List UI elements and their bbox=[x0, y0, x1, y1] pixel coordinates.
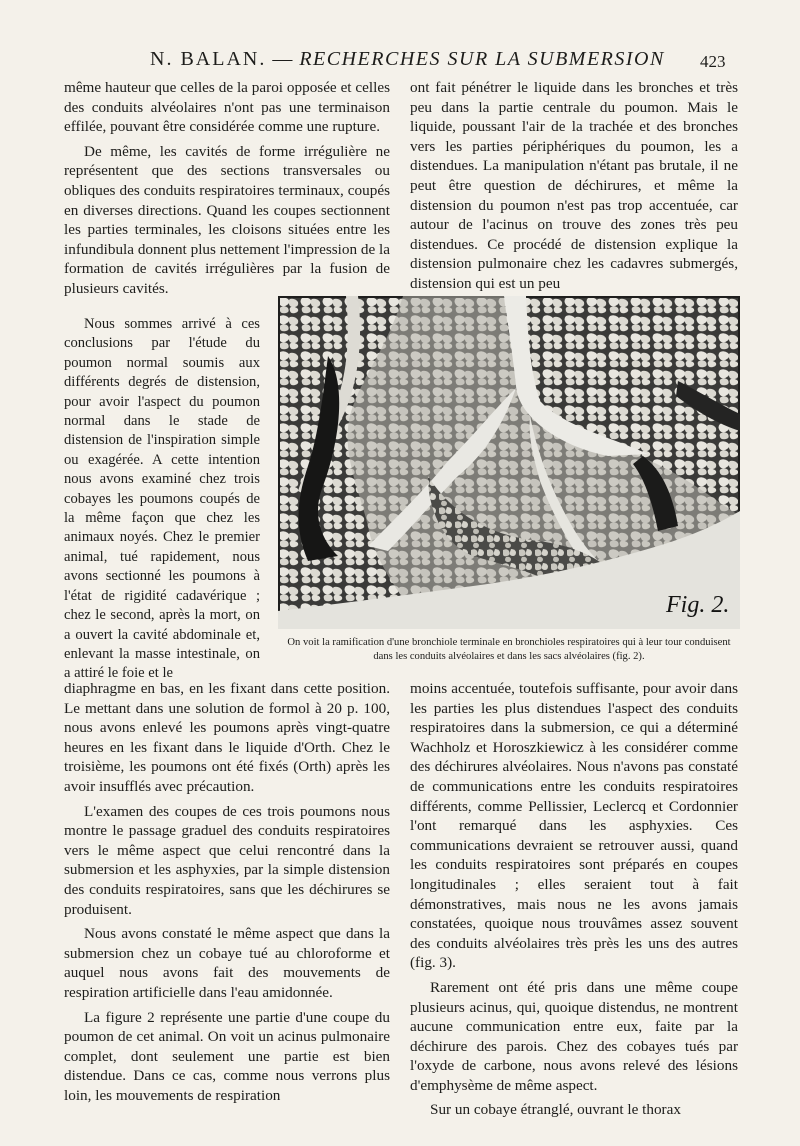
right-column-top bbox=[410, 78, 738, 294]
left-column-beside-figure bbox=[64, 315, 260, 684]
right-column-bottom bbox=[410, 679, 738, 1120]
paragraph: Nous sommes arrivé à ces conclusions par l'étude du poumon normal soumis aux différents degrés de distension, pour avoir l'aspect du poumon normal dans le stade de distension de l'inspiration simple ou exagérée. A cette intention nous avons examiné chez trois cobayes les poumons coupés de la même façon que chez les animaux noyés. Chez le premier animal, tué rapidement, nous avons sectionné les poumons à l'état de rigidité cadavérique ; chez le second, après la mort, on a ouvert la cavité abdominale et, enlevant la masse intestinale, on a attiré le foie et le bbox=[64, 316, 260, 682]
paragraph: moins accentuée, toutefois suffisante, pour avoir dans les parties les plus distendues l'aspect des conduits respiratoires dans la submersion, ce qui a déterminé Wachholz et Horoszkiewicz à les considérer comme des déchirures alvéolaires. Nous n'avons pas constaté de communications entre les conduits respiratoires différents, comme Pellissier, Leclercq et Cordonnier l'ont remarqué dans les asphyxies. Ces communications devraient se retrouver aussi, quand les conduits respiratoires sont préparés en coupes longitudinales ; elles seraient tout à fait démonstratives, mais nous ne les avons jamais constatées, quoique nous trouvâmes assez souvent des conduits alvéolaires très près les uns des autres (fig. 3). bbox=[410, 680, 738, 972]
paragraph: Sur un cobaye étranglé, ouvrant le thorax bbox=[430, 1101, 681, 1119]
header-separator: — bbox=[272, 48, 294, 70]
running-head bbox=[150, 48, 665, 71]
lung-micrograph bbox=[278, 296, 740, 629]
figure-2 bbox=[278, 296, 740, 629]
page-number: 423 bbox=[700, 52, 726, 71]
paragraph: ont fait pénétrer le liquide dans les bronches et très peu dans la partie centrale du poumon. Mais le liquide, poussant l'air de la trachée et des bronches vers les parties périphériques du poumon, les a distendues. La manipulation n'étant pas brutale, il ne peut être question de déchirures, et même la distension du poumon n'est pas trop accentuée, car autour de l'acinus on trouve des zones très peu distendues. Ce procédé de distension explique la distension pulmonaire chez les cadavres submergés, distension qui est un peu bbox=[410, 79, 738, 292]
figure-label: Fig. 2. bbox=[666, 592, 730, 618]
paragraph: La figure 2 représente une partie d'une coupe du poumon de cet animal. On voit un acinus pulmonaire complet, dont seulement une partie est bien distendue. Dans ce cas, comme nous verrons plus loin, les mouvements de respiration bbox=[64, 1008, 390, 1104]
left-column-bottom bbox=[64, 679, 390, 1105]
article-title: RECHERCHES SUR LA SUBMERSION bbox=[299, 48, 665, 70]
paragraph: De même, les cavités de forme irrégulière ne représentent que des sections transversales ou obliques des conduits respiratoires terminaux, coupés en diverses directions. Quand les coupes sectionnent les parties terminales, les cloisons situées entre les infundibula donnent plus nettement l'impression de la formation de cavités irrégulières par la fusion de plusieurs cavités. bbox=[64, 142, 390, 297]
paragraph: L'examen des coupes de ces trois poumons nous montre le passage graduel des conduits respiratoires vers le même aspect que celui rencontré dans la submersion et les asphyxies, par la simple distension des conduits respiratoires, sans que les déchirures se produisent. bbox=[64, 802, 390, 918]
page-header bbox=[0, 44, 800, 74]
left-column-top bbox=[64, 78, 390, 299]
figure-caption: On voit la ramification d'une bronchiole terminale en bronchioles respiratoires qui à leur tour conduisent dans les conduits alvéolaires et dans les sacs alvéolaires (fig. 2). bbox=[287, 637, 731, 662]
paragraph: diaphragme en bas, en les fixant dans cette position. Le mettant dans une solution de formol à 20 p. 100, nous avons enlevé les poumons après vingt-quatre heures en les fixant dans le liquide d'Orth. Chez le troisième, les poumons ont été fixés (Orth) après les avoir insufflés avec précaution. bbox=[64, 680, 390, 795]
paragraph: même hauteur que celles de la paroi opposée et celles des conduits alvéolaires n'ont pas une terminaison effilée, pouvant être considérée comme une rupture. bbox=[64, 79, 390, 136]
paragraph: Nous avons constaté le même aspect que dans la submersion chez un cobaye tué au chloroforme et auquel nous avons fait des mouvements de respiration artificielle dans l'eau amidonnée. bbox=[64, 925, 390, 1001]
author-name: N. BALAN. bbox=[150, 48, 267, 70]
paragraph: Rarement ont été pris dans une même coupe plusieurs acinus, qui, quoique distendus, ne montrent aucune communication entre eux, faite par la déchirure des parois. Chez des cobayes tués par l'oxyde de carbone, nous avons relevé des lésions d'emphysème de même aspect. bbox=[410, 978, 738, 1094]
